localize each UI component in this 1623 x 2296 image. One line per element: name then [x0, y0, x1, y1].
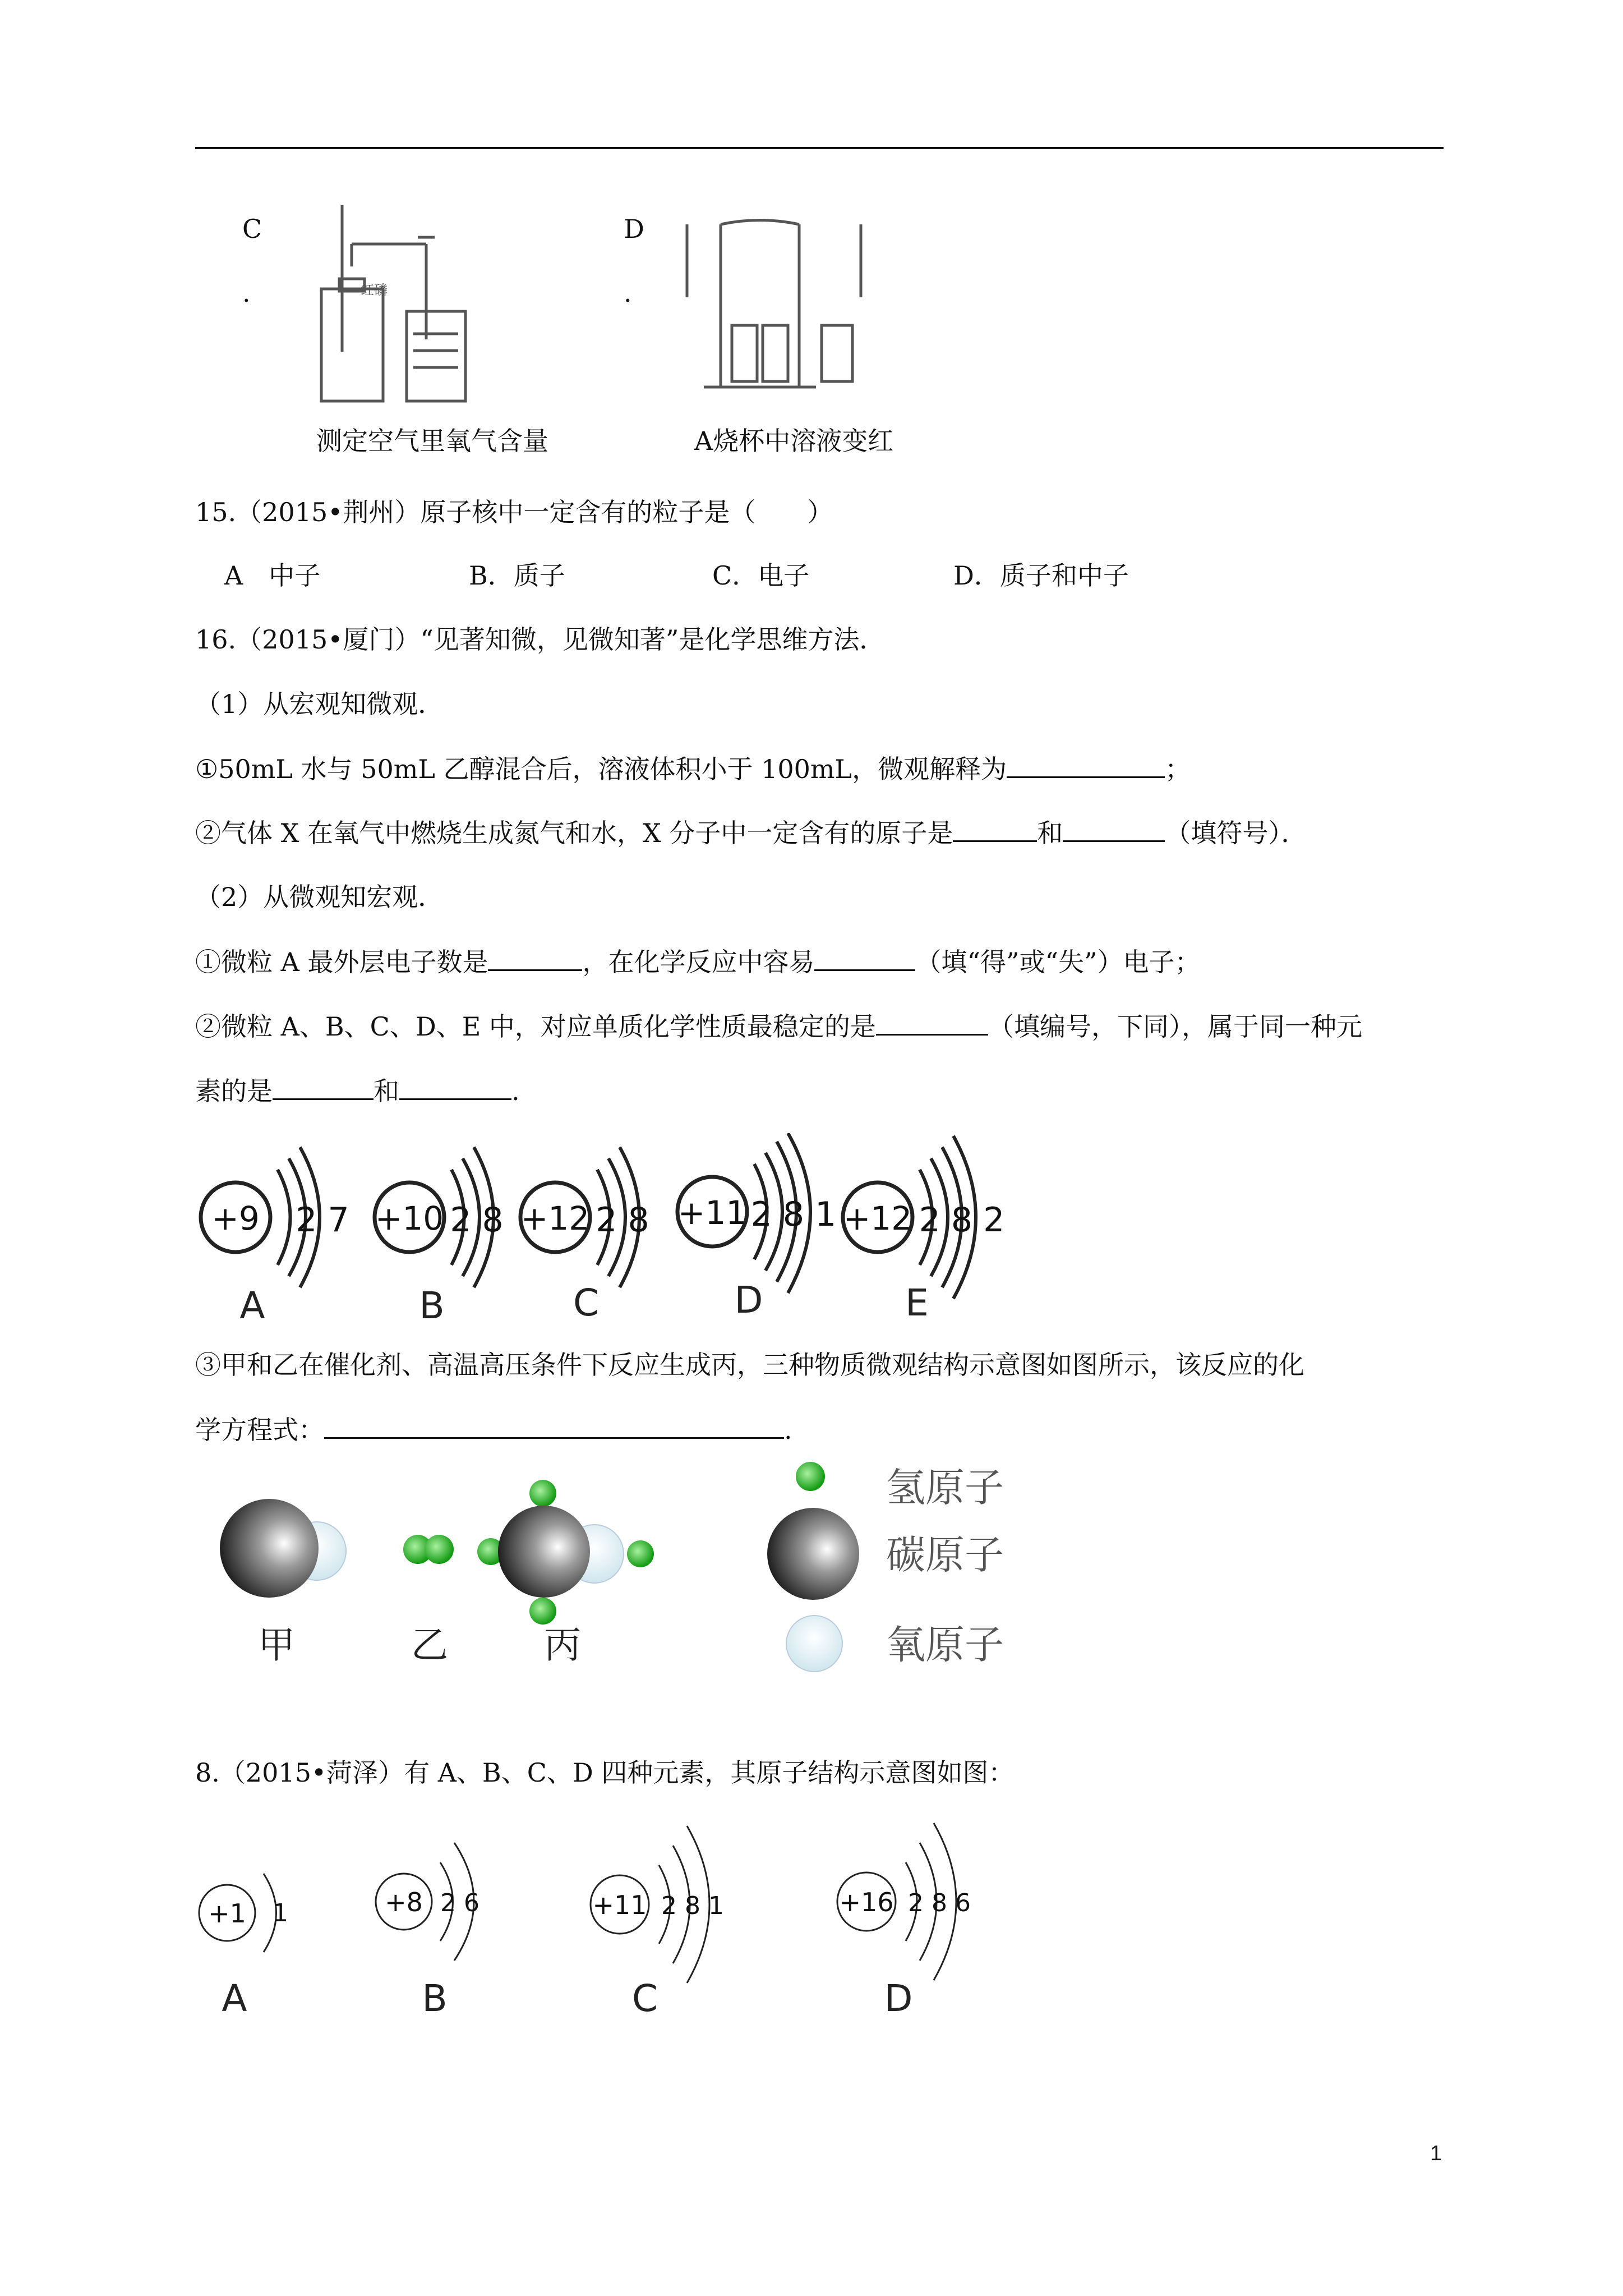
answer-blank[interactable]	[324, 1412, 784, 1439]
answer-blank[interactable]	[1063, 816, 1165, 842]
atom-diagram-c	[591, 1826, 724, 2020]
svg-text:+11: +11	[677, 1194, 747, 1232]
q15-option-d: D．质子和中子	[953, 560, 1129, 591]
answer-blank[interactable]	[1007, 752, 1165, 778]
svg-text:2 8: 2 8	[450, 1200, 504, 1240]
svg-text:A: A	[222, 1977, 247, 2020]
q16-stem: 16.（2015•厦门）“见著知微，见微知著”是化学思维方法．	[195, 624, 886, 655]
hydrogen-atom-icon	[796, 1462, 825, 1491]
page-number: 1	[1430, 2142, 1442, 2165]
svg-text:2 8 6: 2 8 6	[908, 1889, 971, 1917]
svg-text:+8: +8	[385, 1887, 423, 1917]
q16-p2-c-line1: ③甲和乙在催化剂、高温高压条件下反应生成丙，三种物质微观结构示意图如图所示，该反应的化	[195, 1350, 1304, 1380]
q15-option-b: B．质子	[469, 560, 565, 591]
svg-text:2 8: 2 8	[596, 1200, 649, 1240]
svg-text:+1: +1	[208, 1898, 246, 1929]
svg-text:E: E	[905, 1281, 929, 1324]
answer-blank[interactable]	[488, 945, 582, 971]
atom-diagram-b	[376, 1843, 479, 2020]
svg-text:2 6: 2 6	[440, 1889, 479, 1917]
legend-hydrogen: 氢原子	[886, 1465, 1004, 1511]
q8-stem: 8.（2015•菏泽）有 A、B、C、D 四种元素，其原子结构示意图如图：	[195, 1757, 1015, 1788]
svg-text:C: C	[631, 1977, 658, 2020]
option-d-caption: A烧杯中溶液变红	[694, 426, 894, 456]
legend-oxygen: 氧原子	[886, 1622, 1004, 1668]
svg-text:1: 1	[273, 1899, 288, 1927]
svg-text:+9: +9	[211, 1199, 260, 1237]
answer-blank[interactable]	[953, 816, 1037, 842]
atom-diagram-d	[837, 1823, 971, 2020]
q16-p2-b-line2: 素的是 和 .	[195, 1074, 520, 1108]
svg-text:丙: 丙	[544, 1623, 581, 1667]
svg-text:+12: +12	[843, 1199, 912, 1237]
svg-text:甲: 甲	[258, 1623, 295, 1667]
carbon-atom-icon	[767, 1508, 859, 1600]
atom-diagram-b	[375, 1147, 504, 1324]
molecule-bing	[477, 1480, 654, 1625]
svg-text:+12: +12	[520, 1199, 590, 1237]
q16-p1-b: ②气体 X 在氧气中燃烧生成氮气和水，X 分子中一定含有的原子是 和 （填符号）．	[195, 816, 1307, 850]
answer-blank[interactable]	[876, 1009, 988, 1036]
svg-text:+16: +16	[839, 1887, 894, 1917]
option-d-letter: D	[624, 214, 644, 244]
apparatus-d-figure	[681, 213, 872, 398]
q15-option-a: A 中子	[224, 560, 321, 591]
atom-diagram-e	[843, 1136, 1004, 1324]
answer-blank[interactable]	[399, 1074, 511, 1100]
oxygen-atom-icon	[786, 1616, 842, 1672]
q15-stem: 15.（2015•荆州）原子核中一定含有的粒子是（ ）	[195, 497, 833, 527]
option-c-letter: C	[242, 214, 262, 244]
svg-text:B: B	[422, 1977, 448, 2020]
answer-blank[interactable]	[814, 945, 915, 971]
svg-text:2 8 1: 2 8 1	[750, 1195, 837, 1234]
svg-text:2 8 2: 2 8 2	[919, 1200, 1005, 1240]
q16-p1-a: ①50mL 水与 50mL 乙醇混合后，溶液体积小于 100mL，微观解释为 ；	[195, 752, 1191, 786]
svg-text:+10: +10	[375, 1199, 444, 1237]
svg-text:+11: +11	[592, 1890, 647, 1920]
svg-text:D: D	[734, 1278, 763, 1322]
svg-text:2 7: 2 7	[296, 1200, 349, 1240]
svg-text:D: D	[884, 1977, 913, 2020]
q16-p2-c-line2: 学方程式： .	[195, 1412, 792, 1447]
molecule-jia	[220, 1499, 346, 1598]
option-d-dot: .	[624, 278, 632, 308]
q15-option-c: C．电子	[712, 560, 810, 591]
header-rule	[195, 147, 1444, 149]
atom-diagram-c	[520, 1147, 649, 1324]
apparatus-c-figure	[311, 205, 564, 404]
svg-text:红磷: 红磷	[361, 282, 388, 298]
option-c-caption: 测定空气里氧气含量	[316, 426, 548, 456]
atom-structure-diagrams-q16	[191, 1133, 1021, 1324]
svg-text:A: A	[239, 1284, 265, 1324]
answer-blank[interactable]	[273, 1074, 374, 1100]
q16-part2-title: （2）从微观知宏观．	[195, 882, 444, 912]
svg-text:B: B	[419, 1284, 445, 1324]
atom-diagram-a	[199, 1874, 288, 2020]
svg-text:乙: 乙	[411, 1623, 448, 1667]
molecule-yi	[403, 1535, 454, 1564]
q16-p2-a: ①微粒 A 最外层电子数是 ，在化学反应中容易 （填“得”或“失”）电子；	[195, 945, 1201, 979]
svg-text:C: C	[573, 1281, 600, 1324]
q16-part1-title: （1）从宏观知微观．	[195, 689, 444, 719]
legend-carbon: 碳原子	[886, 1532, 1004, 1578]
atom-diagram-a	[201, 1147, 349, 1324]
atom-structure-diagrams-q8	[191, 1815, 1043, 2036]
q16-p2-b-line1: ②微粒 A、B、C、D、E 中，对应单质化学性质最稳定的是 （填编号，下同），属于同一种元	[195, 1009, 1362, 1043]
svg-text:2 8 1: 2 8 1	[661, 1892, 724, 1920]
option-c-dot: .	[242, 278, 251, 308]
atom-diagram-d	[677, 1133, 836, 1322]
